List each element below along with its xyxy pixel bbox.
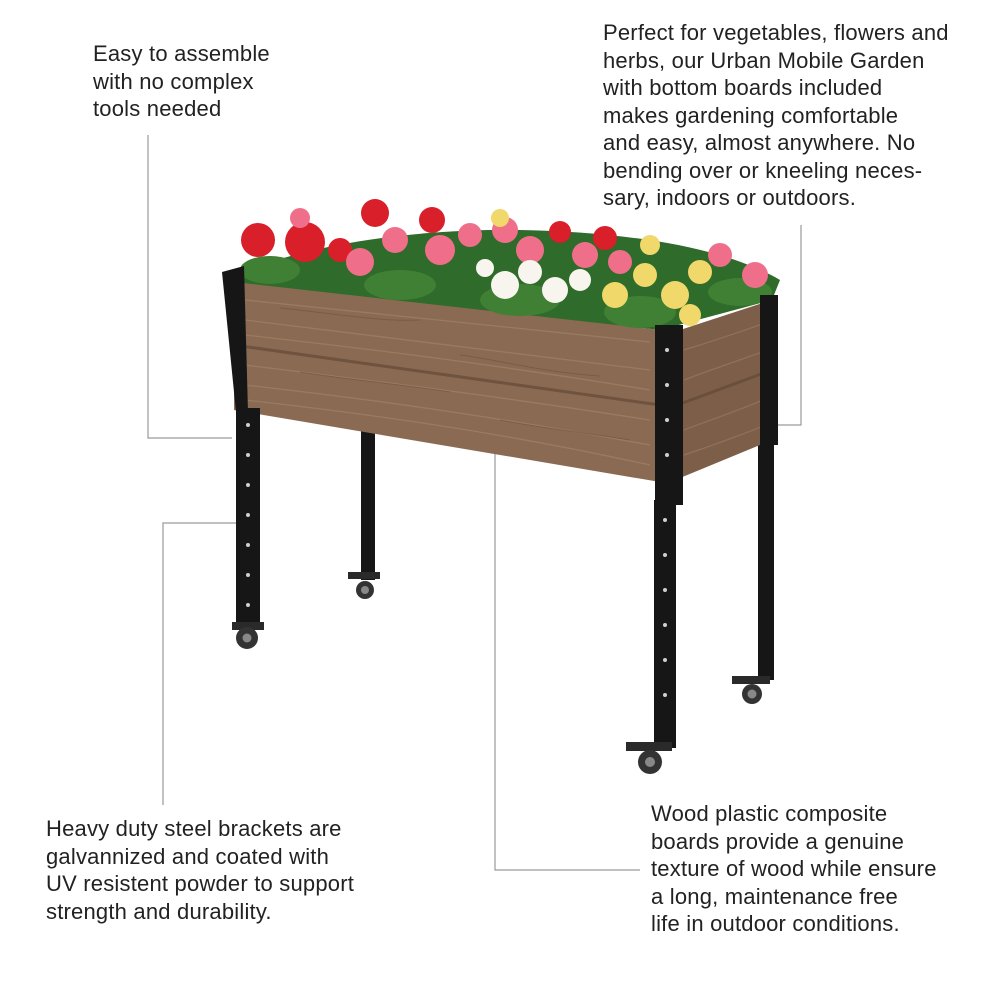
callout-line: Heavy duty steel brackets are — [46, 816, 342, 841]
callout-line: boards provide a genuine — [651, 828, 905, 854]
callout-steel-brackets — [46, 815, 354, 925]
caster-wheel-back — [348, 572, 380, 599]
callout-line: Easy to assemble — [93, 41, 270, 66]
callout-line: life in outdoor conditions. — [651, 911, 900, 936]
callout-line: makes gardening comfortable — [603, 102, 899, 128]
caster-wheel-front-left — [232, 622, 264, 649]
callout-line: and easy, almost anywhere. No — [603, 130, 916, 155]
caster-wheel-back-right — [732, 676, 770, 704]
callout-line: texture of wood while ensure — [651, 856, 937, 881]
callout-easy-assemble — [93, 40, 270, 123]
callout-line: with no complex — [93, 68, 254, 94]
steel-leg-back-right — [732, 440, 774, 704]
callout-line: sary, indoors or outdoors. — [603, 185, 857, 210]
callout-line: galvannized and coated with — [46, 843, 330, 869]
callout-line: with bottom boards included — [603, 75, 883, 100]
steel-leg-back — [348, 430, 380, 599]
callout-line: strength and durability. — [46, 898, 272, 924]
leader-line-steel — [163, 523, 240, 805]
callout-line: Perfect for vegetables, flowers and — [603, 20, 949, 45]
callout-line: a long, maintenance free — [651, 883, 898, 909]
leader-line-wood — [495, 430, 640, 870]
callout-line: UV resistent powder to support — [46, 871, 355, 896]
leader-line-assemble — [148, 135, 232, 438]
callout-line: tools needed — [93, 96, 222, 121]
callout-line: bending over or kneeling neces- — [603, 157, 923, 183]
callout-perfect-for — [603, 19, 949, 212]
caster-wheel-front-right — [626, 742, 672, 774]
callout-wood-composite — [651, 800, 937, 938]
callout-line: herbs, our Urban Mobile Garden — [603, 47, 925, 73]
callout-line: Wood plastic composite — [651, 801, 888, 826]
